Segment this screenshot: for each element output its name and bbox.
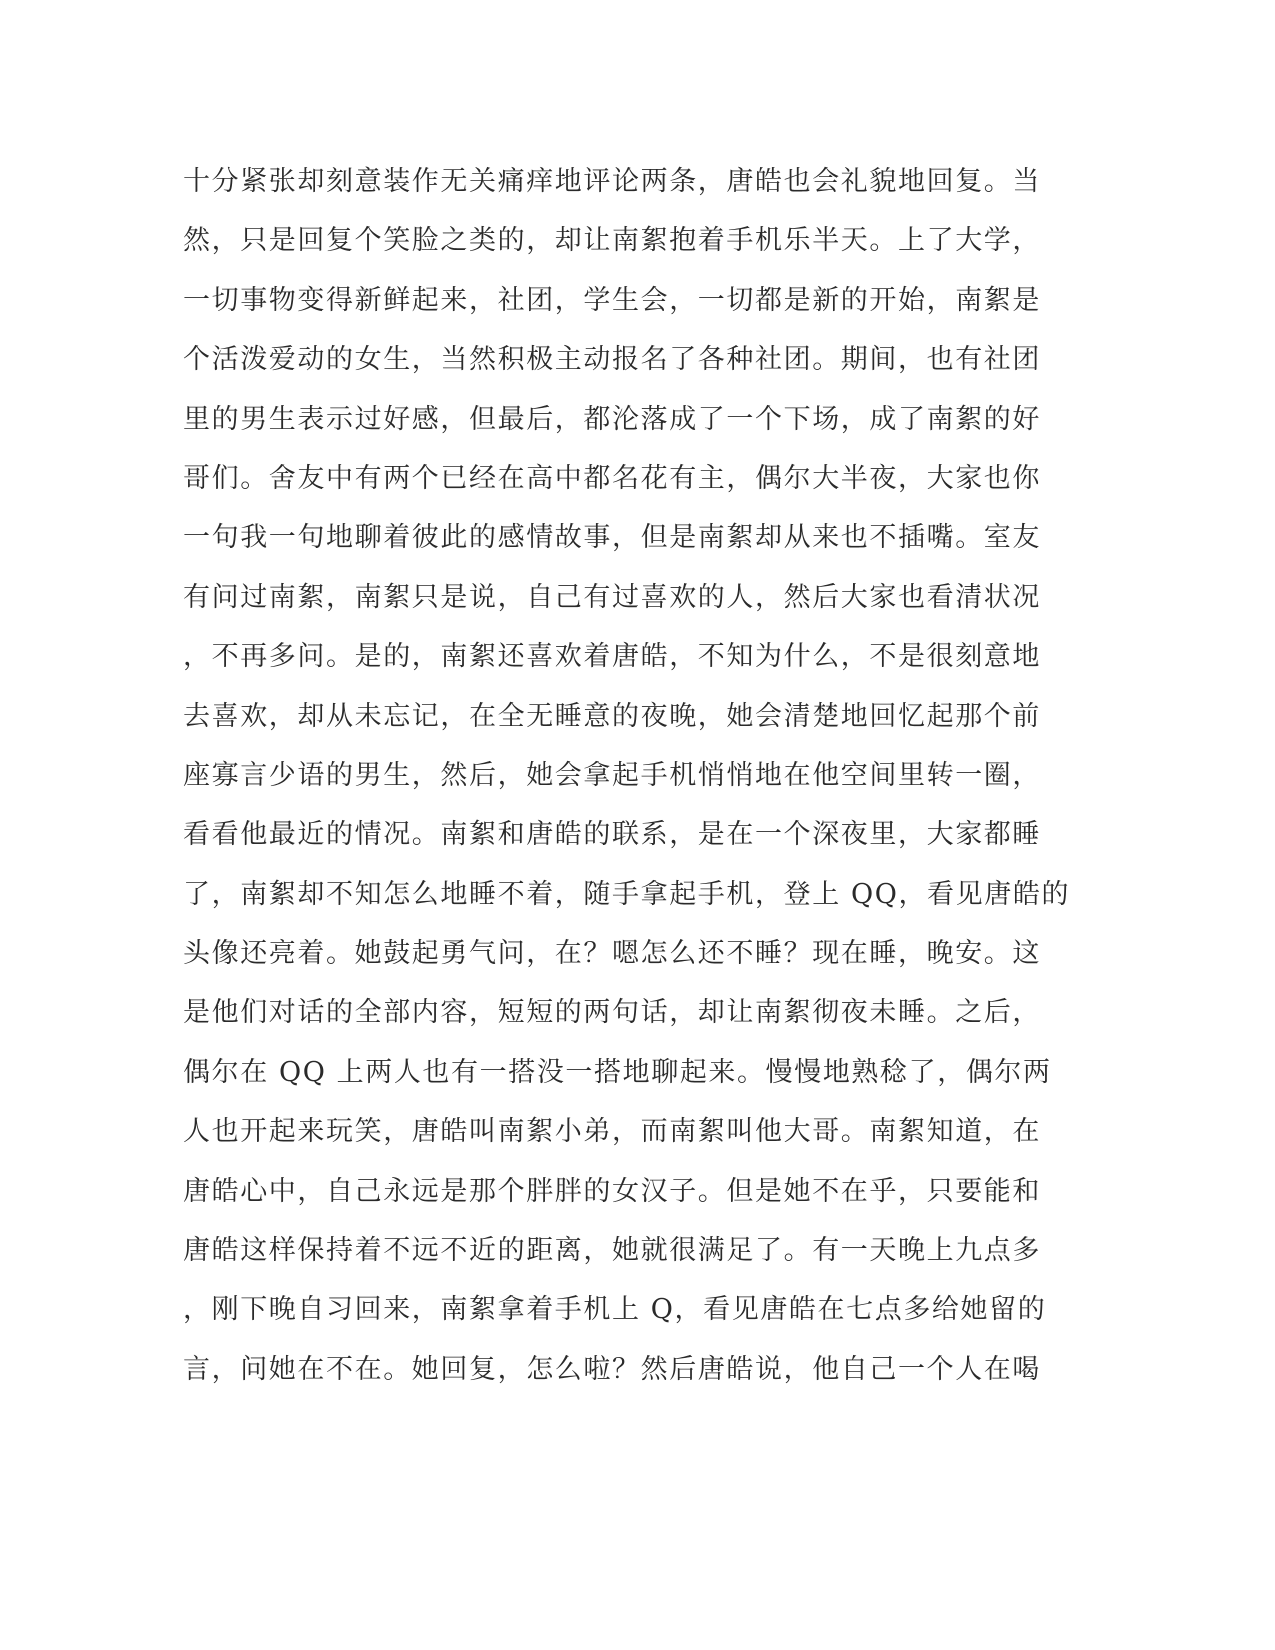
text-line: 头像还亮着。她鼓起勇气问，在？嗯怎么还不睡？现在睡，晚安。这 [183, 938, 1041, 970]
text-line: 座寡言少语的男生，然后，她会拿起手机悄悄地在他空间里转一圈， [183, 759, 1041, 791]
text-line: 哥们。舍友中有两个已经在高中都名花有主，偶尔大半夜，大家也你 [183, 462, 1041, 494]
text-line: 十分紧张却刻意装作无关痛痒地评论两条，唐皓也会礼貌地回复。当 [183, 166, 1041, 197]
text-line: 然，只是回复个笑脸之类的，却让南絮抱着手机乐半天。上了大学， [183, 225, 1041, 257]
text-line: 言，问她在不在。她回复，怎么啦？然后唐皓说，他自己一个人在喝 [183, 1353, 1041, 1385]
text-line: 有问过南絮，南絮只是说，自己有过喜欢的人，然后大家也看清状况 [183, 581, 1041, 613]
text-line: 是他们对话的全部内容，短短的两句话，却让南絮彻夜未睡。之后， [183, 997, 1041, 1029]
text-line: 唐皓心中，自己永远是那个胖胖的女汉子。但是她不在乎，只要能和 [183, 1175, 1041, 1207]
text-line: 偶尔在 QQ 上两人也有一搭没一搭地聊起来。慢慢地熟稔了，偶尔两 [183, 1056, 1052, 1088]
text-line: 了，南絮却不知怎么地睡不着，随手拿起手机，登上 QQ，看见唐皓的 [183, 878, 1071, 910]
text-line: 里的男生表示过好感，但最后，都沦落成了一个下场，成了南絮的好 [183, 403, 1041, 435]
text-line: 去喜欢，却从未忘记，在全无睡意的夜晚，她会清楚地回忆起那个前 [183, 700, 1041, 732]
text-line: ，不再多问。是的，南絮还喜欢着唐皓，不知为什么，不是很刻意地 [183, 641, 1041, 673]
text-line: 唐皓这样保持着不远不近的距离，她就很满足了。有一天晚上九点多 [183, 1235, 1041, 1267]
text-line: 一切事物变得新鲜起来，社团，学生会，一切都是新的开始，南絮是 [183, 284, 1041, 316]
body-text [183, 162, 1071, 1409]
text-line: 看看他最近的情况。南絮和唐皓的联系，是在一个深夜里，大家都睡 [183, 819, 1041, 851]
text-line: 人也开起来玩笑，唐皓叫南絮小弟，而南絮叫他大哥。南絮知道，在 [183, 1116, 1041, 1148]
text-line: 一句我一句地聊着彼此的感情故事，但是南絮却从来也不插嘴。室友 [183, 522, 1041, 554]
text-line: ，刚下晚自习回来，南絮拿着手机上 Q，看见唐皓在七点多给她留的 [183, 1294, 1047, 1326]
text-line: 个活泼爱动的女生，当然积极主动报名了各种社团。期间，也有社团 [183, 344, 1041, 376]
